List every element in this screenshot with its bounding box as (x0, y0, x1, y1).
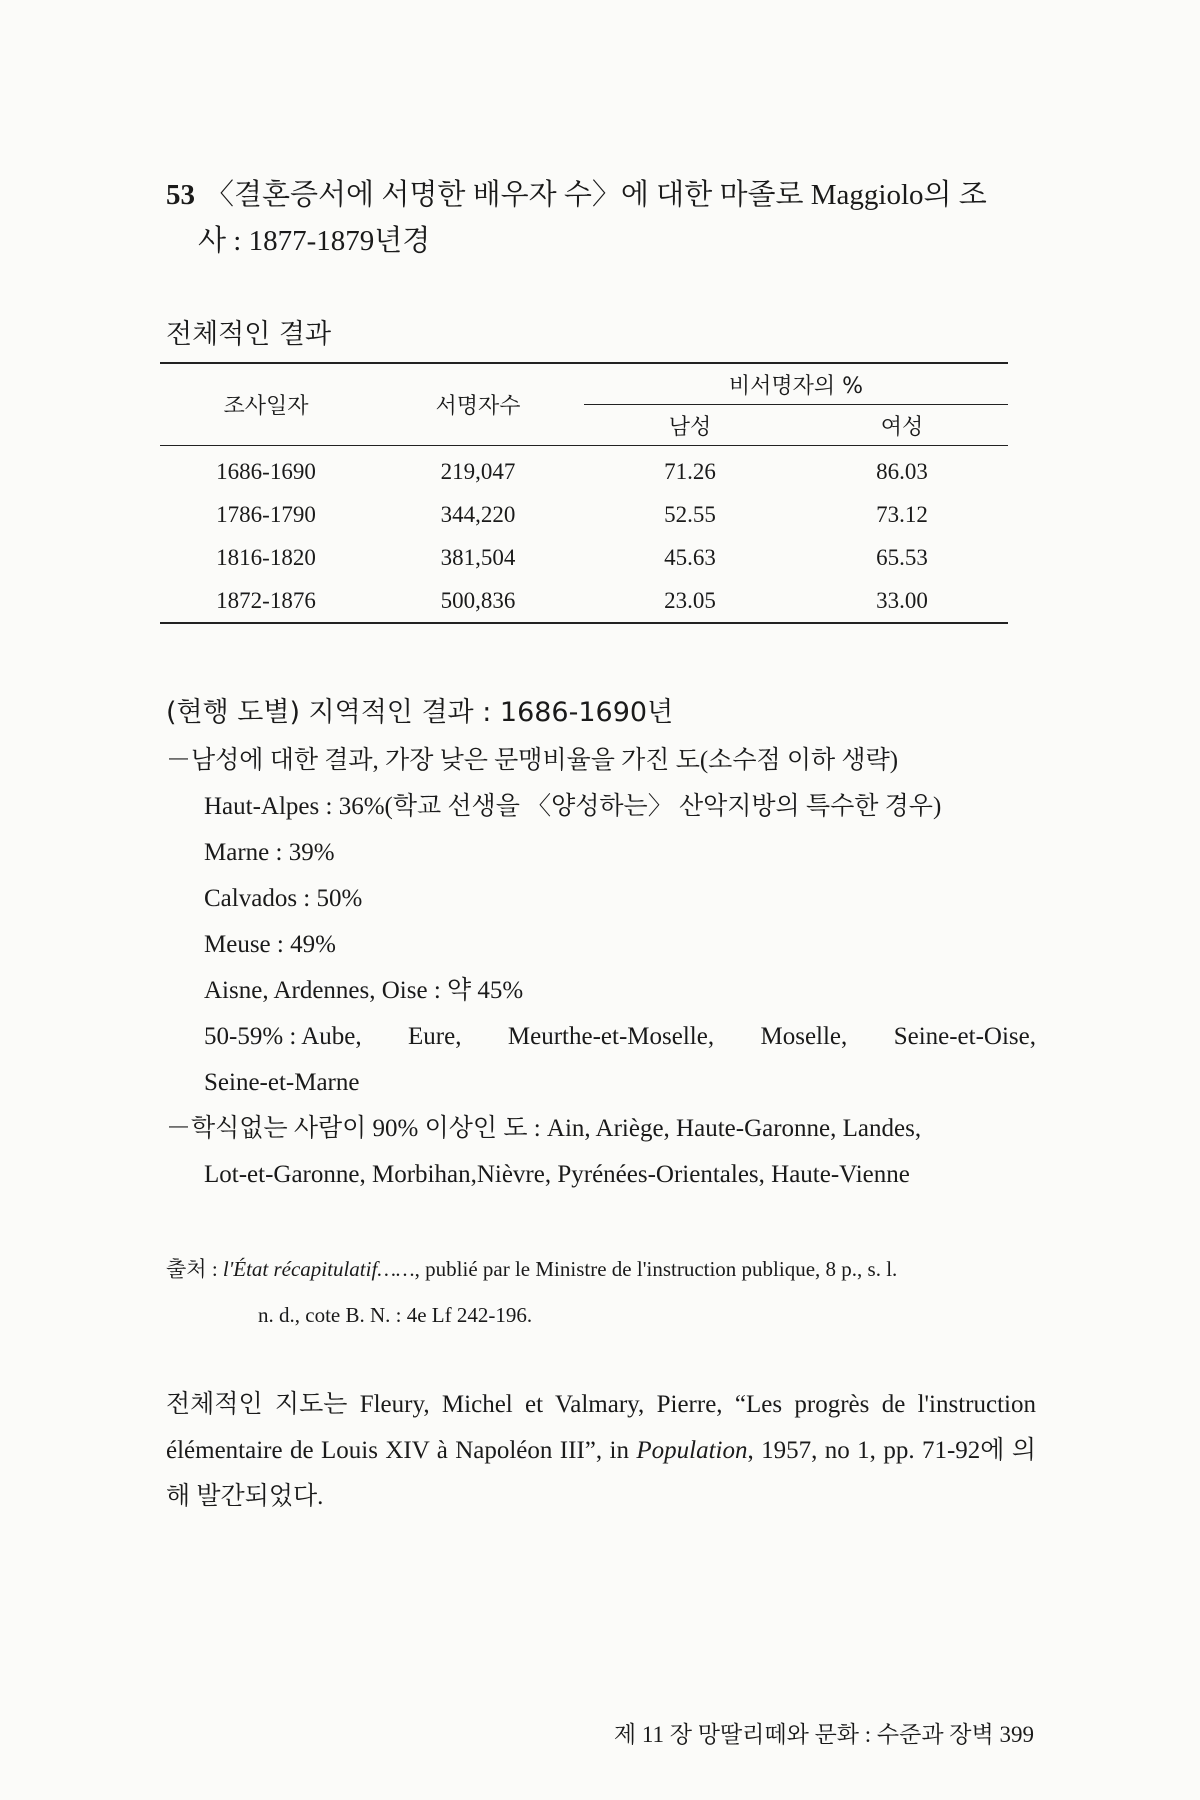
col-header-female: 여성 (796, 405, 1008, 446)
heading-line-2: 사 : 1877-1879년경 (198, 225, 431, 257)
list-item: Aisne, Ardennes, Oise : 약 45% (204, 977, 524, 1004)
cell-signers: 344,220 (440, 501, 516, 527)
cell-period: 1686-1690 (216, 458, 316, 484)
section-heading (166, 172, 1026, 264)
list-item: Marne : 39% (204, 839, 335, 866)
regional-results-list (166, 738, 1036, 1198)
heading-text-1: 〈결혼증서에 서명한 배우자 수〉에 대한 마졸로 Maggiolo의 조 (205, 179, 987, 211)
list-item-part: Eure, (408, 1023, 462, 1050)
list-item-part: Meurthe-et-Moselle, (507, 1023, 715, 1050)
list-item: Haut-Alpes : 36%(학교 선생을 〈양성하는〉 산악지방의 특수한 경우) (204, 793, 942, 820)
col-header-nonsigners: 비서명자의 % (584, 363, 1008, 405)
source-label: 출처 : (166, 1257, 223, 1281)
cell-male: 23.05 (584, 579, 796, 623)
signature-table (160, 362, 1008, 624)
source-title: l'État récapitulatif…… (222, 1257, 415, 1281)
source-line-1 (166, 1246, 1036, 1292)
source-detail: , publié par le Ministre de l'instruction publique, 8 p., s. l. (414, 1257, 898, 1281)
table-row (160, 446, 1008, 494)
cell-male: 71.26 (664, 458, 716, 484)
col-header-male: 남성 (584, 405, 796, 446)
list-item-part: 50-59% : Aube, (204, 1023, 362, 1050)
list-item: －학식없는 사람이 90% 이상인 도 : Ain, Ariège, Haute-Garonne, Landes, (166, 1115, 922, 1142)
list-item (166, 1014, 1036, 1060)
closing-paragraph (166, 1382, 1036, 1520)
closing-text-1: 전체적인 지도는 Fleury, Michel et Valmary, Pierre, “Les progrès de l'instruction élémentaire de Louis XIV à Napoléon III”, in (166, 1391, 1036, 1464)
list-item: Meuse : 49% (204, 931, 336, 958)
list-item: Lot-et-Garonne, Morbihan,Nièvre, Pyrénées-Orientales, Haute-Vienne (204, 1161, 910, 1188)
cell-period: 1872-1876 (160, 579, 372, 623)
source-citation (166, 1246, 1036, 1338)
journal-title: Population (636, 1437, 748, 1464)
source-line-2: n. d., cote B. N. : 4e Lf 242-196. (258, 1303, 533, 1327)
table-row (160, 579, 1008, 623)
cell-signers: 219,047 (440, 458, 516, 484)
table-row (160, 493, 1008, 536)
cell-period: 1816-1820 (216, 544, 316, 570)
heading-line-1 (166, 172, 1026, 218)
overall-results-subheading: 전체적인 결과 (166, 319, 332, 350)
cell-signers: 500,836 (372, 579, 584, 623)
regional-results-subheading: (현행 도별) 지역적인 결과 : 1686-1690년 (166, 697, 674, 728)
section-number: 53 (166, 179, 195, 211)
cell-female: 86.03 (876, 458, 928, 484)
list-item: Seine-et-Marne (204, 1069, 360, 1096)
page-footer: 제 11 장 망딸리떼와 문화 : 수준과 장벽 399 (613, 1722, 1034, 1747)
col-header-signers: 서명자수 (372, 363, 584, 446)
list-item-part: Seine-et-Oise, (893, 1023, 1036, 1050)
cell-signers: 381,504 (440, 544, 516, 570)
list-item: Calvados : 50% (204, 885, 363, 912)
list-item-part: Moselle, (760, 1023, 848, 1050)
col-header-date: 조사일자 (160, 363, 372, 446)
closing-text-2: , 1957, no 1, pp. 71-92에 의해 발간되었다. (166, 1437, 1036, 1510)
cell-male: 45.63 (664, 544, 716, 570)
cell-male: 52.55 (664, 501, 716, 527)
list-item: －남성에 대한 결과, 가장 낮은 문맹비율을 가진 도(소수점 이하 생략) (166, 747, 899, 774)
cell-female: 33.00 (796, 579, 1008, 623)
cell-period: 1786-1790 (216, 501, 316, 527)
cell-female: 73.12 (876, 501, 928, 527)
cell-female: 65.53 (876, 544, 928, 570)
table-row (160, 536, 1008, 579)
